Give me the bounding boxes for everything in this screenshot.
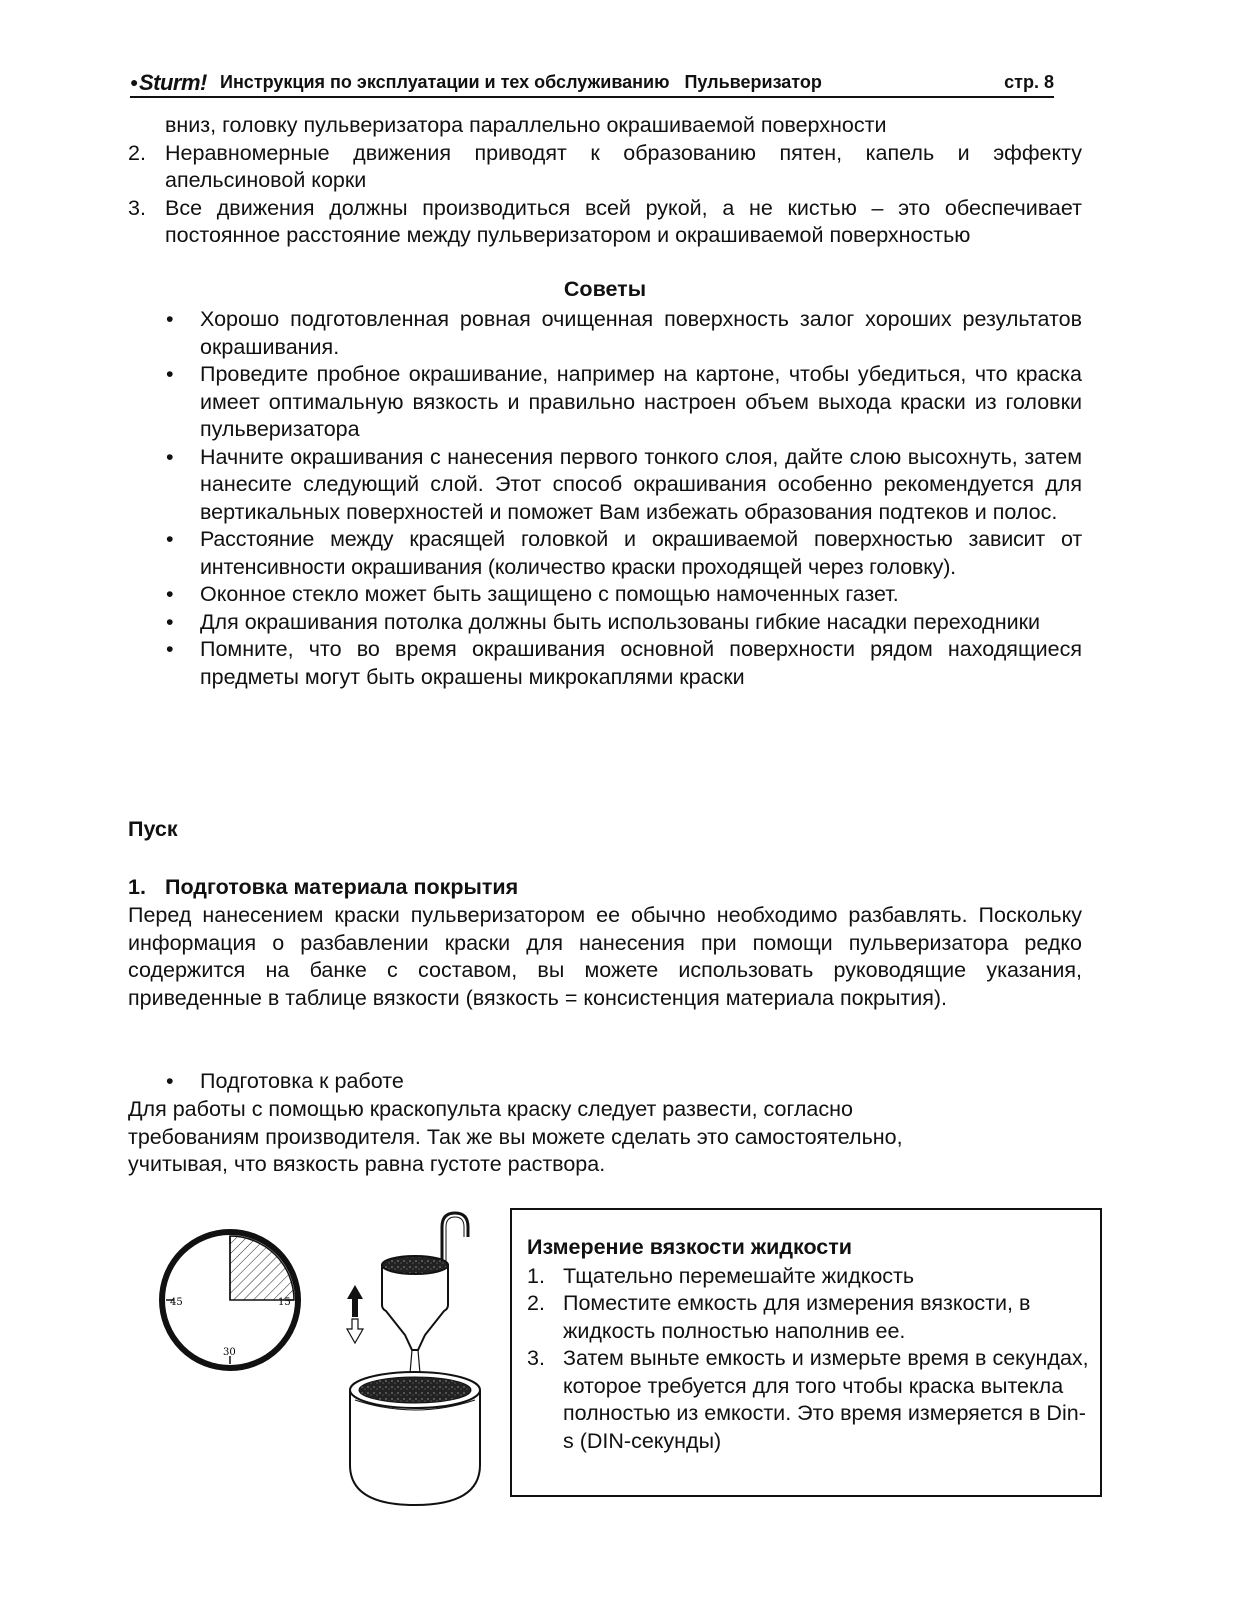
bullet-icon: • [166,444,174,469]
list-item [128,140,1082,195]
box-title: Измерение вязкости жидкости [527,1235,852,1259]
tips-heading: Советы [563,277,647,301]
item-text: Проведите пробное окрашивание, например на картоне, чтобы убедиться, что краска имеет оптимальную вязкость и правильно настроен объем выхода краски из головки пульверизатора [200,362,1082,441]
start-heading: Пуск [128,817,178,841]
list-item [128,306,1082,361]
preparation-paragraph: Перед нанесением краски пульверизатором ее обычно необходимо разбавлять. Поскольку информация о разбавлении краски для нанесения при помощи пульверизатора редко содержится на банке с составом, вы можете использовать руководящие указания, приведенные в таблице вязкости (вязкость = консистенция материала покрытия). [128,903,1082,1010]
viscosity-illustration [150,1205,490,1525]
item-text: Все движения должны производиться всей рукой, а не кистью – это обеспечивает постоянное расстояние между пульверизатором и окрашиваемой поверхностью [165,195,1082,247]
list-item [128,1068,1082,1096]
item-text: Неравномерные движения приводят к образованию пятен, капель и эффекту апельсиновой корки [165,140,1082,192]
list-item [128,361,1082,444]
bullet-icon: • [166,582,174,606]
up-down-arrow-icon [347,1285,363,1343]
list-item [128,195,1082,250]
text-line: Для работы с помощью краскопульта краску следует развести, согласно [128,1097,853,1121]
work-paragraph [128,1096,1082,1179]
item-text: Затем выньте емкость и измерьте время в секундах, которое требуется для того чтобы краска вытекла полностью из емкости. Это время измеряется в Din-s (DIN-секунды) [563,1346,1089,1453]
preparation-bullet [128,1068,1082,1096]
bullet-icon: • [166,609,174,634]
brand-logo-text: Sturm! [138,70,207,95]
list-item [527,1345,1090,1455]
item-number: 3. [128,195,146,220]
header-title: Инструкция по эксплуатации и тех обслуживанию Пульверизатор [220,72,822,92]
viscosity-measurement-box [510,1208,1102,1497]
bullet-icon: • [166,307,174,331]
subsection-heading [128,874,518,902]
item-text: Оконное стекло может быть защищено с помощью намоченных газет. [200,582,899,606]
stopwatch-icon [162,1232,298,1368]
subsection-title: Подготовка материала покрытия [165,875,519,899]
text-line: требованиям производителя. Так же вы можете сделать это самостоятельно, [128,1124,903,1149]
continuation-text: вниз, головку пульверизатора параллельно окрашиваемой поверхности [165,113,887,137]
bullet-icon: • [166,637,174,661]
subsection-number: 1. [128,875,146,899]
bullet-icon: • [166,1069,174,1093]
bullet-icon: • [166,527,174,551]
page-number: стр. 8 [1004,72,1054,92]
item-text: Помните, что во время окрашивания основной поверхности рядом находящиеся предметы могут быть окрашены микрокаплями краски [200,637,1082,689]
dial-label-15: 15 [278,1297,291,1308]
list-item [527,1290,1090,1345]
item-number: 2. [128,140,146,165]
item-text: Подготовка к работе [200,1069,404,1093]
item-text: Для окрашивания потолка должны быть использованы гибкие насадки переходники [200,609,1041,634]
dial-label-30: 30 [223,1347,236,1358]
text-line: учитывая, что вязкость равна густоте раствора. [128,1152,606,1176]
item-text: Поместите емкость для измерения вязкости, в жидкость полностью наполнив ее. [563,1291,1031,1343]
list-item [128,444,1082,527]
tips-list [128,306,1082,691]
page-header [130,70,1054,98]
list-item [527,1263,1090,1291]
dial-label-45: 45 [170,1297,183,1308]
item-number: 1. [527,1263,545,1288]
top-steps-list [128,112,1082,250]
paint-container-icon [350,1372,480,1505]
item-text: Тщательно перемешайте жидкость [563,1263,915,1288]
item-text: Начните окрашивания с нанесения первого тонкого слоя, дайте слою высохнуть, затем нанесите следующий слой. Этот способ окрашивания особенно рекомендуется для вертикальных поверхностей и поможет Вам избежать образования подтеков и полос. [200,444,1082,524]
item-number: 2. [527,1291,545,1315]
brand-logo: ●Sturm! [130,70,207,95]
item-text: Расстояние между красящей головкой и окрашиваемой поверхностью зависит от интенсивности окрашивания (количество краски проходящей через головку). [200,527,1082,579]
list-item [128,609,1082,637]
bullet-icon: • [166,362,174,386]
list-item [128,636,1082,691]
list-item [128,526,1082,581]
list-item [128,581,1082,609]
item-text: Хорошо подготовленная ровная очищенная поверхность залог хороших результатов окрашивания. [200,307,1082,359]
viscosity-cup-icon [382,1213,468,1397]
list-item [128,112,1082,140]
item-number: 3. [527,1346,545,1370]
